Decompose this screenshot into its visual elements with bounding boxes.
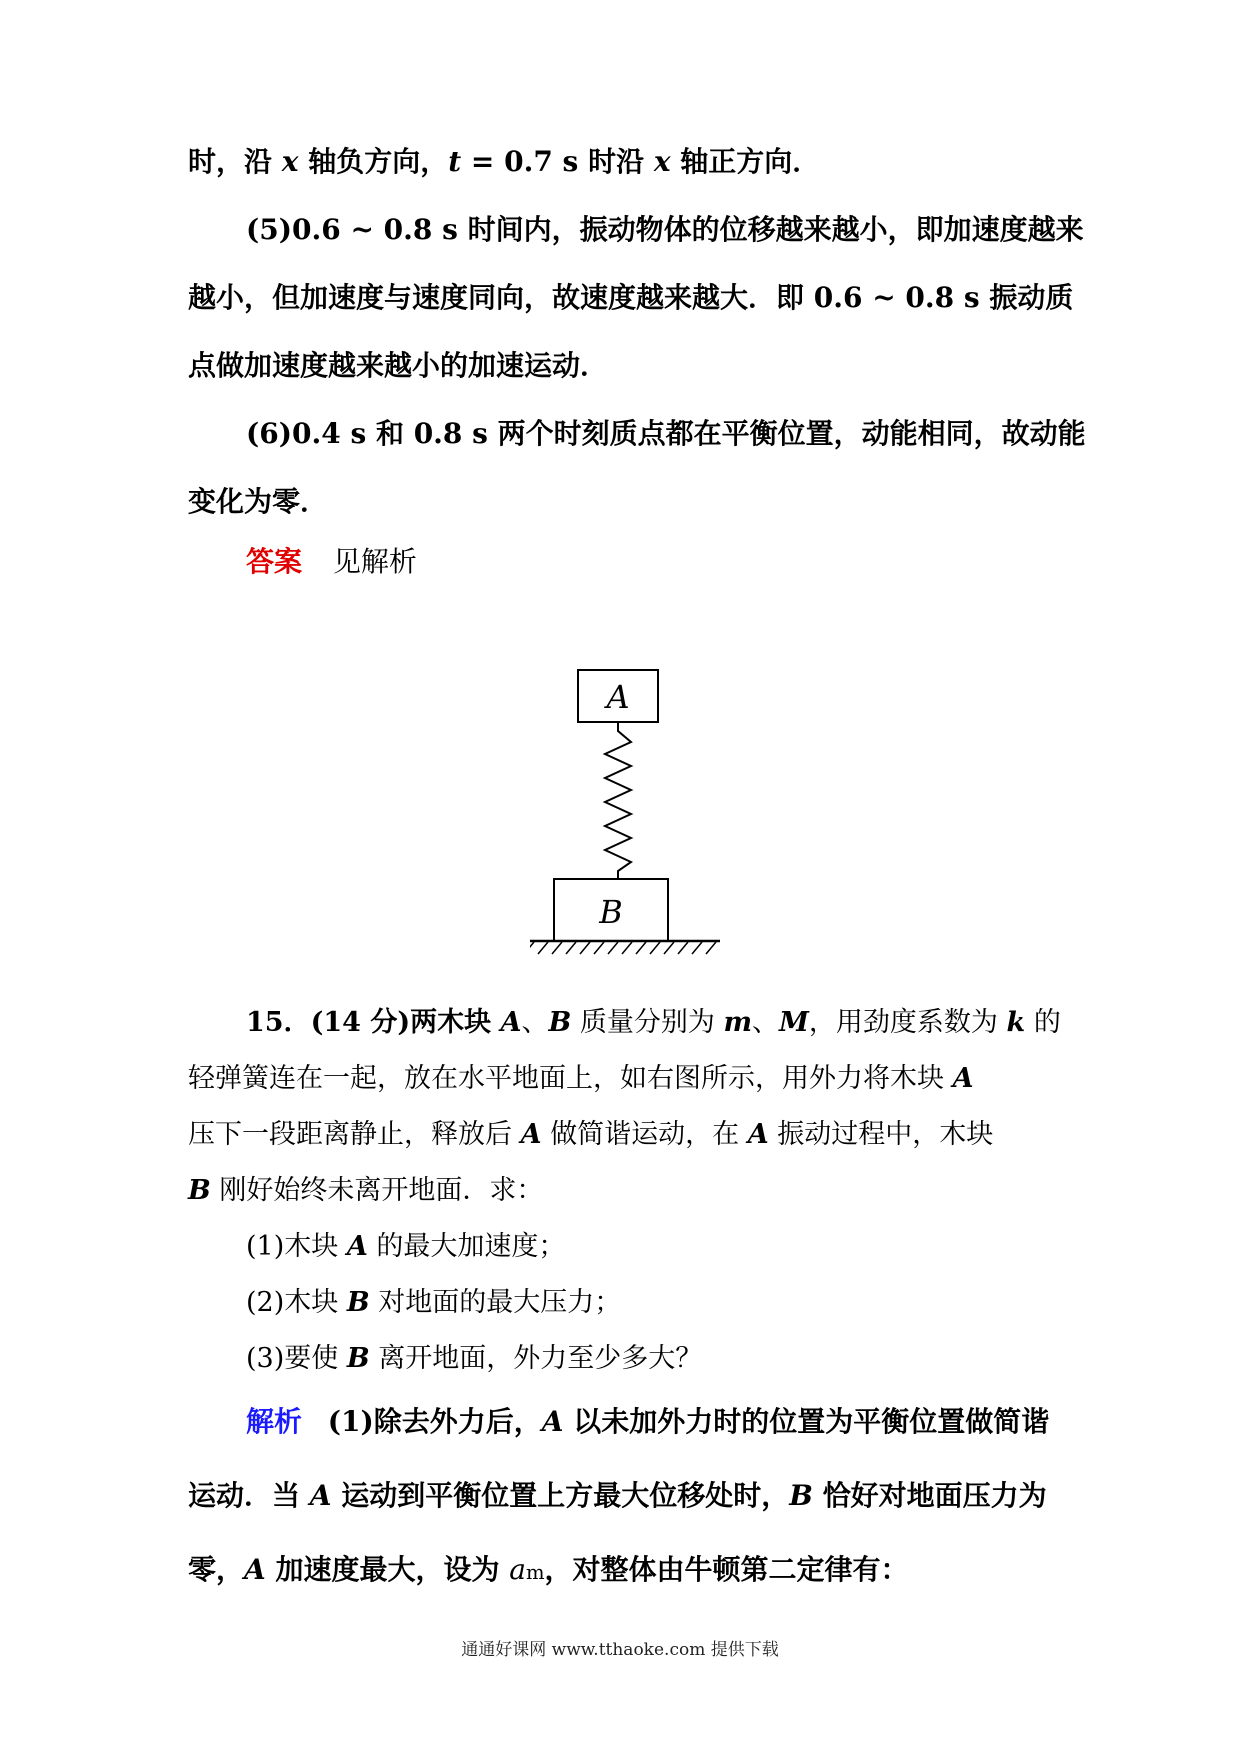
subquestion-1: (1)木块 A 的最大加速度；: [246, 1231, 566, 1262]
question-line-2: 轻弹簧连在一起，放在水平地面上，如右图所示，用外力将木块 A: [188, 1063, 974, 1094]
subquestion-2: (2)木块 B 对地面的最大压力；: [246, 1287, 622, 1318]
question-line-3: 压下一段距离静止，释放后 A 做简谐运动，在 A 振动过程中，木块: [188, 1119, 994, 1150]
subquestion-3: (3)要使 B 离开地面，外力至少多大？: [246, 1343, 703, 1374]
analysis-line-2: 运动．当 A 运动到平衡位置上方最大位移处时，B 恰好对地面压力为: [188, 1479, 1047, 1512]
ground-hatching: [530, 942, 716, 954]
block-a-label: A: [606, 678, 630, 716]
solution-line-3: 越小，但加速度与速度同向，故速度越来越大．即 0.6 ~ 0.8 s 振动质: [188, 281, 1074, 314]
answer-text: 见解析: [332, 545, 417, 578]
answer-label: 答案: [246, 545, 303, 578]
solution-line-2: (5)0.6 ~ 0.8 s 时间内，振动物体的位移越来越小，即加速度越来: [246, 213, 1084, 246]
page-footer: 通通好课网 www.tthaoke.com 提供下载: [461, 1640, 779, 1660]
question-line-4: B 刚好始终未离开地面．求：: [188, 1175, 544, 1206]
solution-line-4: 点做加速度越来越小的加速运动．: [188, 349, 609, 382]
analysis-line-1: 解析 (1)除去外力后，A 以未加外力时的位置为平衡位置做简谐: [246, 1405, 1050, 1438]
solution-line-6: 变化为零．: [188, 485, 329, 518]
block-b-label: B: [599, 893, 623, 931]
analysis-label: 解析: [246, 1405, 303, 1438]
solution-line-1: 时，沿 x 轴负方向，t = 0.7 s 时沿 x 轴正方向．: [188, 145, 821, 178]
spring: [605, 722, 631, 879]
answer-line: [246, 540, 417, 580]
solution-line-5: (6)0.4 s 和 0.8 s 两个时刻质点都在平衡位置，动能相同，故动能: [246, 417, 1086, 450]
spring-blocks-diagram: [530, 665, 730, 975]
question-line-1: 15．(14 分)两木块 A、B 质量分别为 m、M，用劲度系数为 k 的: [246, 1007, 1061, 1038]
analysis-line-3: 零，A 加速度最大，设为 am，对整体由牛顿第二定律有：: [188, 1553, 909, 1586]
